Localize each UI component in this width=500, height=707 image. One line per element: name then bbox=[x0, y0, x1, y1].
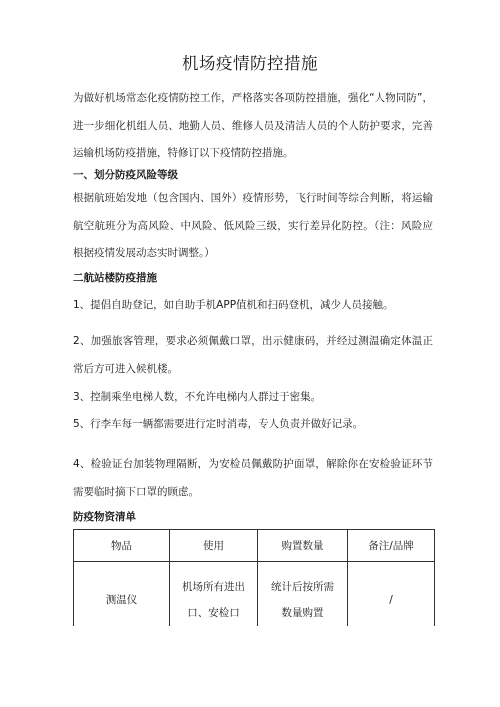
measure-item: 1、提倡自助登记，如自助手机APP值机和扫码登机，减少人员接触。 bbox=[73, 299, 394, 311]
table-header-cell: 物品 bbox=[74, 530, 170, 562]
table-header-cell: 购置数量 bbox=[258, 530, 348, 562]
table-cell: / bbox=[348, 562, 435, 633]
table-header-row bbox=[74, 530, 435, 562]
document-title: 机场疫情防控措施 bbox=[182, 54, 318, 73]
section-heading-terminal-measures: 二航站楼防疫措施 bbox=[73, 272, 157, 284]
table-cell: 统计后按所需数量购置 bbox=[258, 562, 348, 633]
table-row bbox=[74, 562, 435, 633]
section-heading-risk-levels: 一、划分防疫风险等级 bbox=[73, 169, 178, 181]
table-header-cell: 使用 bbox=[170, 530, 258, 562]
measure-item: 2、加强旅客管理，要求必须佩戴口罩，出示健康码，并经过测温确定体温正常后方可进入候机楼。 bbox=[73, 335, 433, 375]
page-cutoff bbox=[60, 626, 450, 707]
table-cell: 测温仪 bbox=[74, 562, 170, 633]
table-cell: 机场所有进出口、安检口 bbox=[170, 562, 258, 633]
measure-item: 3、控制乘坐电梯人数，不允许电梯内人群过于密集。 bbox=[73, 391, 322, 403]
measure-item: 5、行李车每一辆都需要进行定时消毒，专人负责并做好记录。 bbox=[73, 418, 364, 430]
measure-item: 4、检验证台加装物理隔断，为安检员佩戴防护面罩，解除你在安检验证环节需要临时摘下口罩的顾虑。 bbox=[73, 458, 433, 498]
risk-levels-paragraph: 根据航班始发地（包含国内、国外）疫情形势，飞行时间等综合判断，将运输航空航班分为高风险、中风险、低风险三级，实行差异化防控。（注：风险应根据疫情发展动态实时调整。） bbox=[73, 192, 433, 259]
supplies-table bbox=[73, 529, 435, 633]
table-header-cell: 备注/品牌 bbox=[348, 530, 435, 562]
section-heading-supplies-list: 防疫物资清单 bbox=[73, 511, 136, 523]
intro-paragraph: 为做好机场常态化疫情防控工作，严格落实各项防控措施，强化“人物同防”，进一步细化机组人员、地勤人员、维修人员及清洁人员的个人防护要求，完善运输机场防疫措施，特修订以下疫情防控措施。 bbox=[73, 92, 433, 159]
